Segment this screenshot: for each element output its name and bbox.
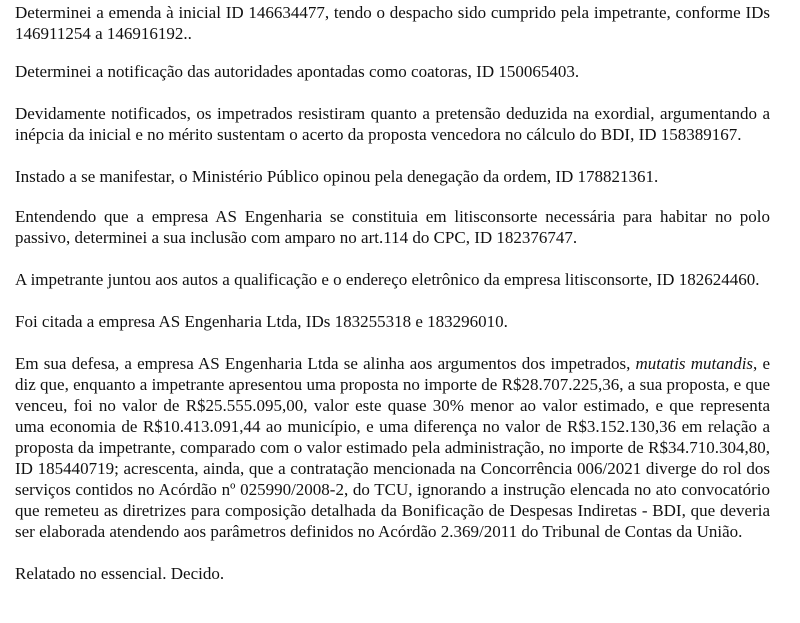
paragraph-joinder: Entendendo que a empresa AS Engenharia se constituia em litisconsorte necessária para habitar no polo passivo, determinei a sua inclusão com amparo no art.114 do CPC, ID 182376747. — [15, 207, 770, 247]
paragraph-qualification: A impetrante juntou aos autos a qualificação e o endereço eletrônico da empresa litisconsorte, ID 182624460. — [15, 270, 760, 289]
defense-latin-phrase: mutatis mutandis — [635, 354, 754, 373]
paragraph-citation: Foi citada a empresa AS Engenharia Ltda, IDs 183255318 e 183296010. — [15, 312, 508, 331]
paragraph-public-ministry: Instado a se manifestar, o Ministério Público opinou pela denegação da ordem, ID 178821361. — [15, 167, 659, 186]
paragraph-notification: Determinei a notificação das autoridades apontadas como coatoras, ID 150065403. — [15, 62, 580, 81]
paragraph-amendment: Determinei a emenda à inicial ID 146634477, tendo o despacho sido cumprido pela impetrante, conforme IDs 146911254 a 146916192.. — [15, 3, 770, 43]
paragraph-defense — [15, 353, 770, 542]
defense-text-start: Em sua defesa, a empresa AS Engenharia Ltda se alinha aos argumentos dos impetrados, — [15, 354, 636, 373]
defense-text-rest: , e diz que, enquanto a impetrante apresentou uma proposta no importe de R$28.707.225,36, a sua proposta, e que venceu, foi no valor de R$25.555.095,00, valor este quase 30% menor ao valor estimado, e que representa uma economia de R$10.413.091,44 ao município, e uma diferença no valor de R$3.152.130,36 em relação a proposta da impetrante, comparado com o valor estimado pela administração, no importe de R$34.710.304,80, ID 185440719; acrescenta, ainda, que a contratação mencionada na Concorrência 006/2021 diverge do rol dos serviços contidos no Acórdão nº 025990/2008-2, do TCU, ignorando a instrução elencada no ato convocatório que remeteu as diretrizes para composição detalhada da Bonificação de Despesas Indiretas - BDI, que deveria ser elaborada atendendo aos parâmetros definidos no Acórdão 2.369/2011 do Tribunal de Contas da União. — [15, 354, 771, 541]
paragraph-conclusion: Relatado no essencial. Decido. — [15, 564, 225, 583]
paragraph-respondents-response: Devidamente notificados, os impetrados resistiram quanto a pretensão deduzida na exordial, argumentando a inépcia da inicial e no mérito sustentam o acerto da proposta vencedora no cálculo do BDI, ID 158389167. — [15, 104, 770, 144]
